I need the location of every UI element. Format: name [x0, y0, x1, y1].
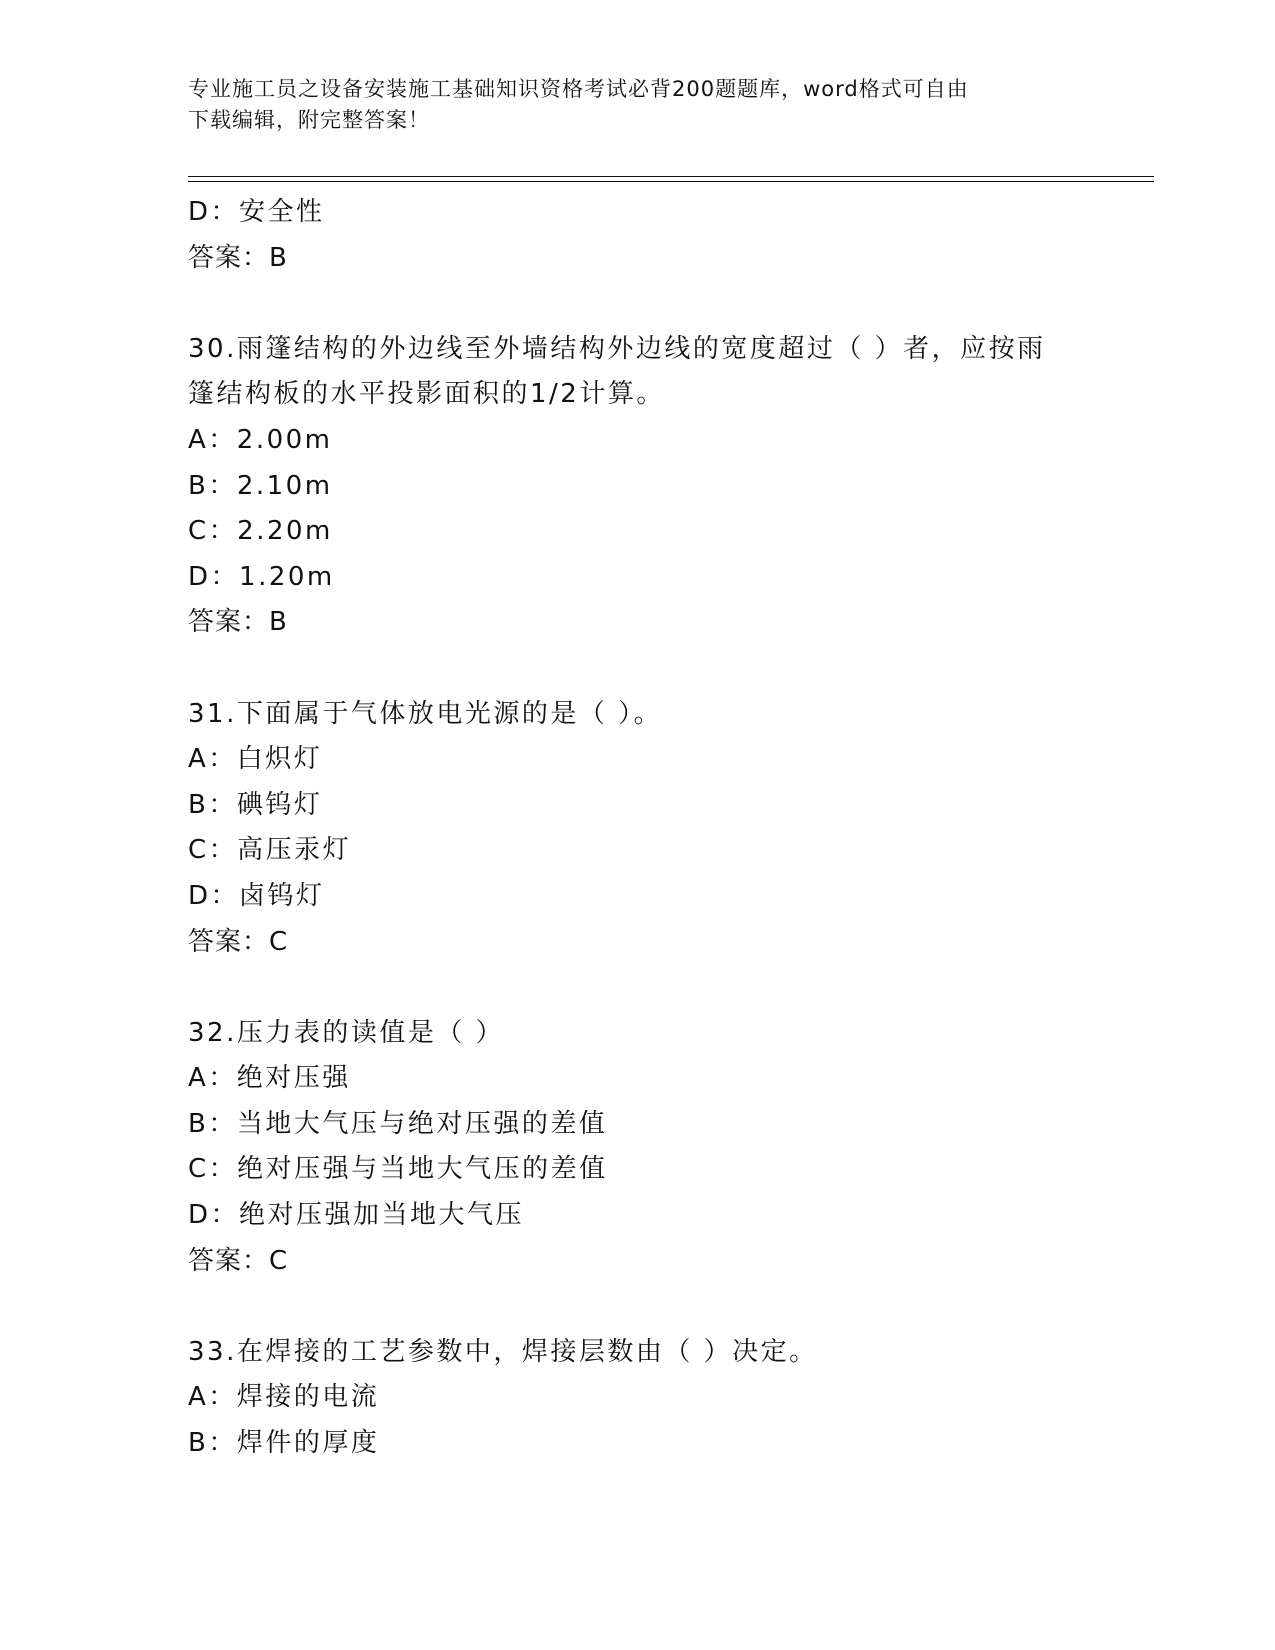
question-list — [188, 190, 1088, 1467]
q30-option-b: B：2.10m — [188, 470, 333, 501]
q30-option-d: D：1.20m — [188, 561, 335, 592]
spacer — [188, 281, 1088, 327]
spacer — [188, 646, 1088, 692]
q30-option-c: C：2.20m — [188, 516, 333, 547]
spacer — [188, 1284, 1088, 1330]
prev-answer: 答案：B — [188, 242, 288, 273]
q31-option-b: B：碘钨灯 — [188, 789, 323, 820]
q33-option-a: A：焊接的电流 — [188, 1382, 380, 1413]
q32-option-a: A：绝对压强 — [188, 1063, 351, 1094]
header-line-2: 下载编辑，附完整答案！ — [188, 108, 430, 132]
q30-stem-line-1: 30.雨篷结构的外边线至外墙结构外边线的宽度超过（ ）者，应按雨 — [188, 333, 1046, 364]
q32-option-d: D：绝对压强加当地大气压 — [188, 1200, 525, 1231]
q31-answer: 答案：C — [188, 926, 289, 957]
q33-stem: 33.在焊接的工艺参数中，焊接层数由（ ）决定。 — [188, 1336, 818, 1367]
q32-option-b: B：当地大气压与绝对压强的差值 — [188, 1108, 608, 1139]
header-line-1: 专业施工员之设备安装施工基础知识资格考试必背200题题库，word格式可自由 — [188, 77, 969, 101]
q32-stem: 32.压力表的读值是（ ） — [188, 1017, 505, 1048]
document-header — [188, 74, 1068, 136]
q32-answer: 答案：C — [188, 1245, 289, 1276]
q31-option-c: C：高压汞灯 — [188, 835, 352, 866]
q30-stem-line-2: 篷结构板的水平投影面积的1/2计算。 — [188, 379, 665, 410]
q30-option-a: A：2.00m — [188, 424, 333, 455]
q31-option-a: A：白炽灯 — [188, 744, 323, 775]
q31-option-d: D：卤钨灯 — [188, 880, 325, 911]
q31-stem: 31.下面属于气体放电光源的是（ ）。 — [188, 698, 663, 729]
q33-option-b: B：焊件的厚度 — [188, 1428, 380, 1459]
q30-answer: 答案：B — [188, 607, 288, 638]
q32-option-c: C：绝对压强与当地大气压的差值 — [188, 1154, 608, 1185]
spacer — [188, 965, 1088, 1011]
header-divider-top — [188, 176, 1154, 177]
prev-option-d: D：安全性 — [188, 197, 325, 227]
header-divider-bottom — [188, 181, 1154, 182]
